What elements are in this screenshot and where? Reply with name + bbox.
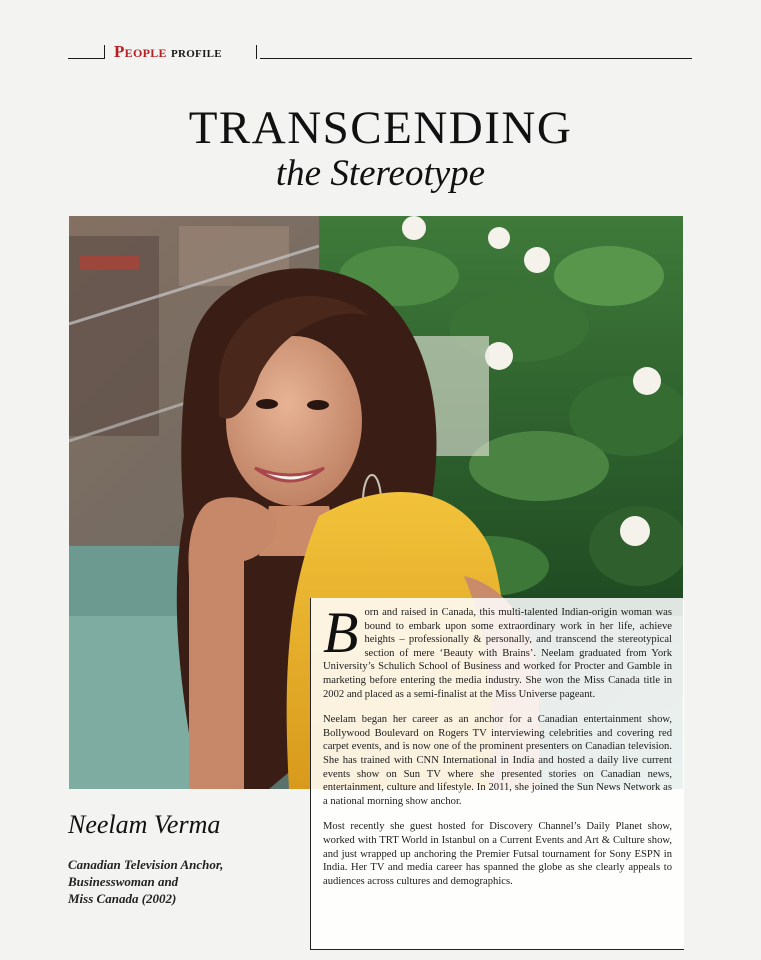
profile-role-line-2: Businesswoman and [68, 874, 179, 889]
profile-role-line-3: Miss Canada (2002) [68, 891, 177, 906]
article-paragraph-3: Most recently she guest hosted for Discovery Channel’s Daily Planet show, worked with TRT World in Istanbul on a Current Events and Art & Culture show, and just wrapped up anchoring the Premier Futsal tournament for Sony ESPN in India. Her TV and media career has spanned the globe as she clearly appeals to audiences across cultures and demographics. [323, 821, 672, 887]
profile-name: Neelam Verma [68, 810, 221, 839]
header-rule-left [68, 58, 104, 59]
article-paragraph-1 [323, 600, 672, 701]
section-label-people: People [114, 42, 167, 61]
profile-role-line-1: Canadian Television Anchor, [68, 857, 224, 872]
article-paragraph-2: Neelam began her career as an anchor for a Canadian entertainment show, Bollywood Boulevard on Rogers TV interviewing celebrities and covering red carpet events, and is now one of the prominent presenters on Canadian television. She has trained with CNN International in India and hosted a daily live current events show on Sun TV where she presented stories on Canadian news, entertainment, culture and lifestyle. In 2011, she joined the Sun News Network as a national morning show anchor. [323, 714, 672, 807]
page-title: TRANSCENDING [188, 102, 573, 154]
article-dropcap: B [323, 600, 359, 665]
profile-role [68, 856, 298, 907]
header-rule-right [260, 58, 692, 59]
header-tick-right [256, 45, 257, 59]
header-tick-left [104, 45, 105, 59]
article-paragraph-1-text: orn and raised in Canada, this multi-talented Indian-origin woman was bound to embark upon some extraordinary work in her life, achieve heights – professionally & personally, and transcend the stereotypical section of mere ‘Beauty with Brains’. Neelam graduated from York University’s Schulich School of Business and worked for Procter and Gamble in marketing before entering the media industry. She won the Miss Canada title in 2002 and placed as a semi-finalist at the Miss Universe pageant. [323, 607, 672, 700]
article-text-box [310, 598, 684, 950]
section-label-profile: profile [170, 45, 222, 61]
section-label [114, 42, 222, 62]
page-subtitle: the Stereotype [275, 153, 486, 194]
